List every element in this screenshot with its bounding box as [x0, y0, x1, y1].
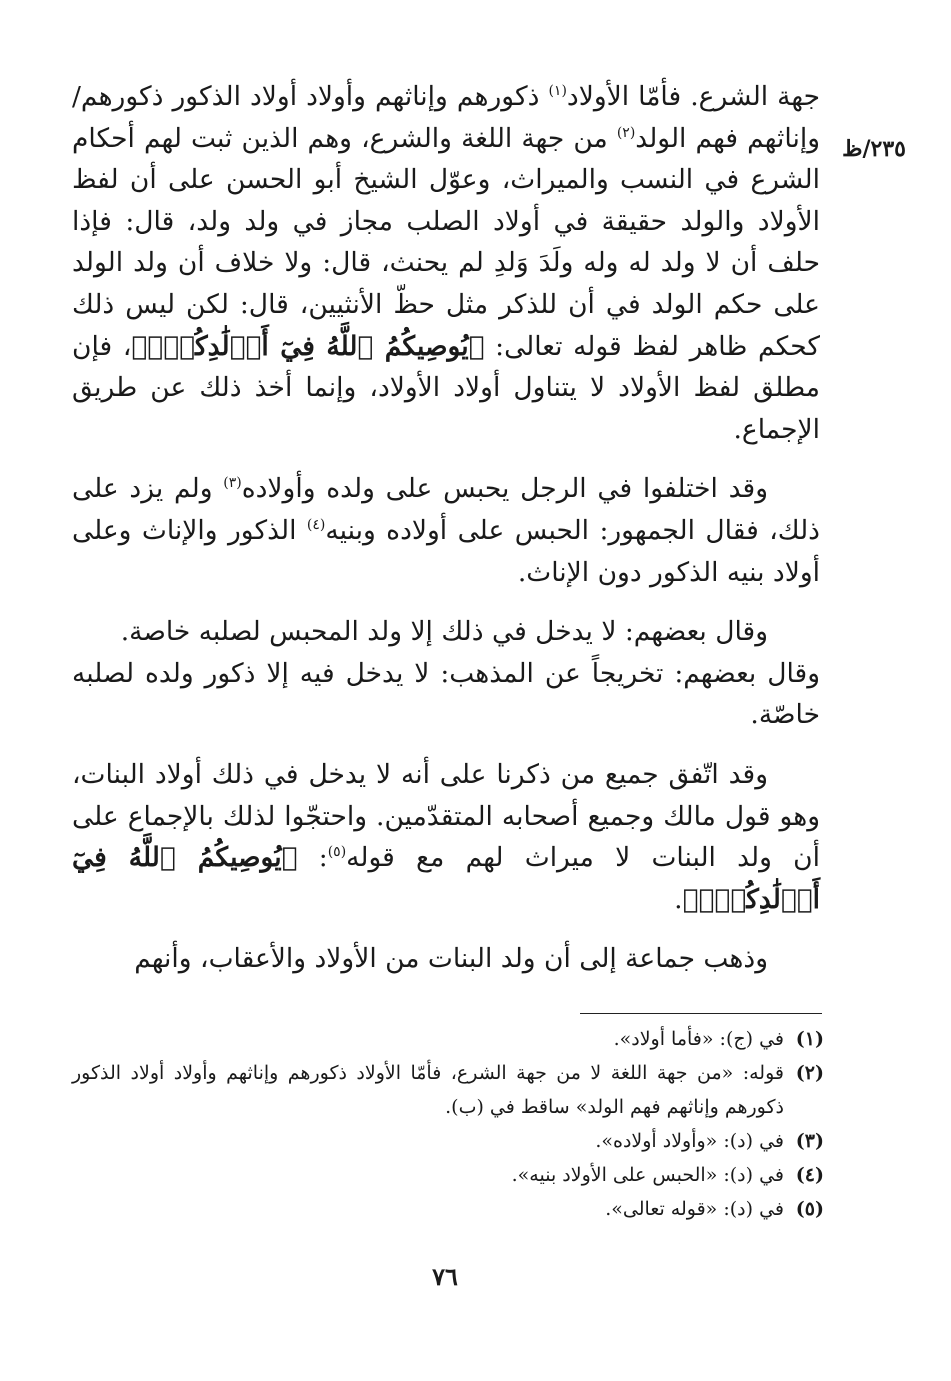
- text-run: الذكور والإناث وعلى أولاد بنيه الذكور دون الإناث.: [72, 514, 820, 588]
- paragraph-4: [72, 653, 820, 736]
- footnote-number: (٥): [795, 1198, 824, 1220]
- text-run: وقال بعضهم: تخريجاً عن المذهب: لا يدخل فيه إلا ذكور ولده لصلبه خاصّة.: [72, 657, 820, 731]
- footnote-item: [72, 1056, 824, 1124]
- footnote-number: (١): [795, 1028, 824, 1050]
- footnote-number: (٢): [795, 1062, 824, 1084]
- text-run: ، فإن مطلق لفظ الأولاد لا يتناول أولاد الأولاد، وإنما أخذ ذلك عن طريق الإجماع.: [72, 330, 820, 445]
- quran-verse: ﴿يُوصِيكُمُ ٱللَّهُ فِيٓ أَوۡلَٰدِكُمۡۖ﴾: [131, 330, 485, 362]
- footnote-item: [72, 1124, 824, 1158]
- footnote-divider: [580, 1013, 822, 1014]
- footnotes: [72, 1022, 824, 1226]
- text-run: :: [297, 842, 328, 874]
- text-run: وقد اتّفق جميع من ذكرنا على أنه لا يدخل في ذلك أولاد البنات، وهو قول مالك وجميع أصحابه المتقدّمين. واحتجّوا لذلك بالإجماع على أن ولد البنات لا ميراث لهم مع قوله: [72, 758, 820, 874]
- paragraph-3: [72, 611, 820, 653]
- footnote-ref[interactable]: (١): [548, 83, 567, 100]
- text-run: ولم يزد على ذلك، فقال الجمهور: الحبس على أولاده وبنيه: [72, 473, 820, 546]
- footnote-item: [72, 1192, 824, 1226]
- footnote-ref[interactable]: (٣): [223, 475, 242, 492]
- footnote-text: قوله: «من جهة اللغة لا من جهة الشرع، فأمّا الأولاد ذكورهم وإناثهم وأولاد أولاد الذكور ذكورهم وإناثهم فهم الولد» ساقط في (ب).: [72, 1062, 784, 1118]
- text-run: جهة الشرع. فأمّا الأولاد: [566, 81, 820, 112]
- text-run: وقد اختلفوا في الرجل يحبس على ولده وأولاده: [241, 473, 769, 505]
- quran-verse: ﴿يُوصِيكُمُ ٱللَّهُ فِيٓ أَوۡلَٰدِكُمۡۖ﴾: [72, 842, 820, 915]
- paragraph-5: [72, 754, 820, 920]
- footnote-text: في (د): «وأولاد أولاده».: [595, 1130, 784, 1152]
- text-run: وذهب جماعة إلى أن ولد البنات من الأولاد والأعقاب، وأنهم: [134, 943, 768, 975]
- page-number: ٧٦: [432, 1262, 458, 1291]
- paragraph-6: [72, 938, 820, 980]
- footnote-number: (٤): [795, 1164, 824, 1186]
- footnote-text: في (د): «الحبس على الأولاد بنيه».: [511, 1164, 784, 1186]
- main-text: [72, 76, 820, 998]
- footnote-text: في (د): «قوله تعالى».: [605, 1198, 784, 1220]
- text-run: ذكورهم وإناثهم وأولاد أولاد الذكور ذكورهم/ وإناثهم فهم الولد: [72, 81, 820, 154]
- text-run: من جهة اللغة والشرع، وهم الذين ثبت لهم أحكام الشرع في النسب والميراث، وعوّل الشيخ أبو الحسن على أن لفظ الأولاد والولد حقيقة في أولاد الصلب مجاز في ولد ولد، قال: فإذا حلف أن لا ولد له وله ولَدَ وَلدِ لم يحنث، قال: ولا خلاف أن ولد الولد على حكم الولد في أن للذكر مثل حظّ الأنثيين، قال: لكن ليس ذلك كحكم ظاهر لفظ قوله تعالى:: [72, 122, 820, 362]
- paragraph-2: [72, 468, 820, 593]
- paragraph-1: [72, 76, 820, 450]
- footnote-text: في (ج): «فأما أولاد».: [613, 1028, 784, 1050]
- footnote-number: (٣): [795, 1130, 824, 1152]
- footnote-ref[interactable]: (٤): [306, 517, 326, 534]
- footnote-item: [72, 1158, 824, 1192]
- margin-folio-note: ٢٣٥/ظ: [842, 136, 906, 162]
- footnote-ref[interactable]: (٢): [616, 124, 636, 141]
- footnote-ref[interactable]: (٥): [327, 844, 347, 861]
- footnote-item: [72, 1022, 824, 1056]
- text-run: وقال بعضهم: لا يدخل في ذلك إلا ولد المحبس لصلبه خاصة.: [120, 616, 768, 648]
- text-run: .: [674, 883, 683, 915]
